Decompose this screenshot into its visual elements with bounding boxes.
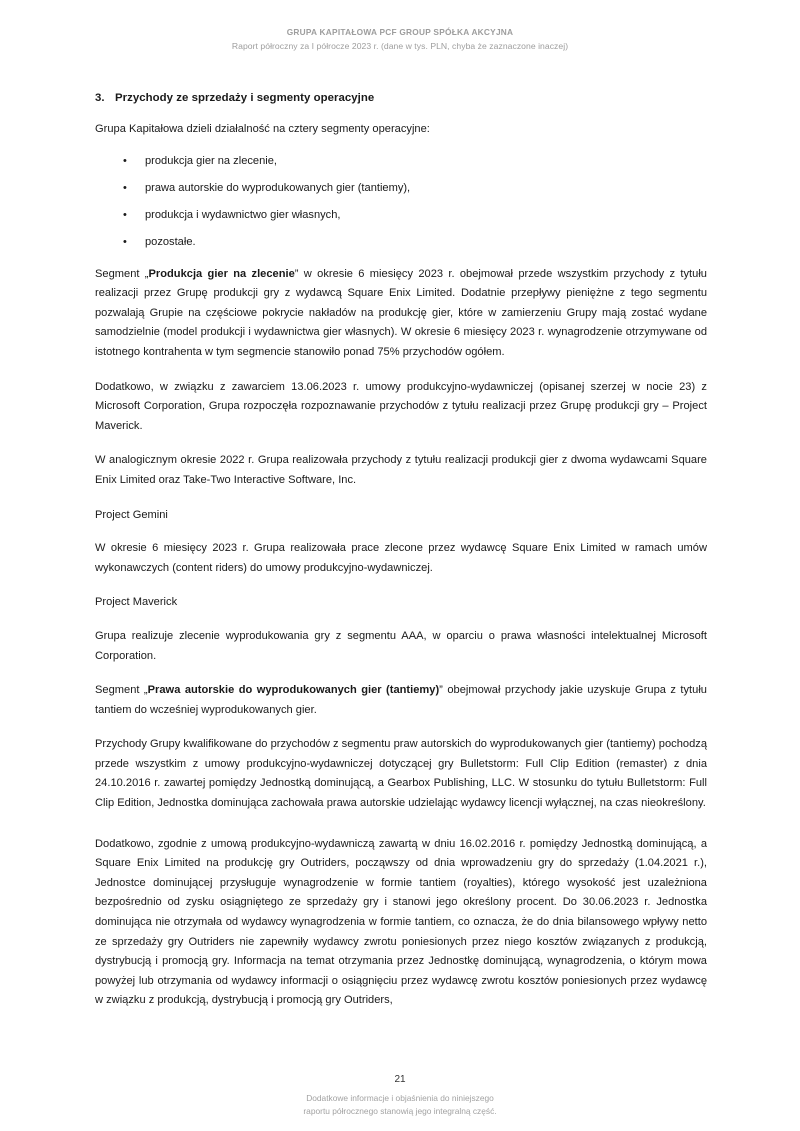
segment-zlecenie-name: Produkcja gier na zlecenie: [148, 267, 295, 280]
list-item-label: prawa autorskie do wyprodukowanych gier (tantiemy),: [145, 181, 411, 194]
segment-zlecenie-paragraph: [95, 265, 707, 363]
list-item-label: produkcja i wydawnictwo gier własnych,: [145, 208, 341, 221]
bullet-icon: •: [123, 181, 127, 194]
bullet-icon: •: [123, 235, 127, 248]
segment-tantiemy-name: Prawa autorskie do wyprodukowanych gier (tantiemy): [147, 684, 440, 697]
project-gemini-paragraph: W okresie 6 miesięcy 2023 r. Grupa realizowała prace zlecone przez wydawcę Square Enix Limited w ramach umów wykonawczych (content riders) do umowy produkcyjno-wydawniczej.: [95, 542, 707, 574]
section-number: 3.: [95, 92, 105, 104]
intro-paragraph: Grupa Kapitałowa dzieli działalność na cztery segmenty operacyjne:: [95, 123, 430, 135]
segment-tantiemy-paragraph: [95, 681, 707, 720]
microsoft-agreement-paragraph: Dodatkowo, w związku z zawarciem 13.06.2023 r. umowy produkcyjno-wydawniczej (opisanej szerzej w nocie 23) z Microsoft Corporation, Grupa rozpoczęła rozpoznawanie przychodów z tytułu realizacji przez Grupę produkcji gry – Project Maverick.: [95, 380, 707, 432]
list-item: [95, 152, 707, 171]
outriders-paragraph: Dodatkowo, zgodnie z umową produkcyjno-wydawniczą zawartą w dniu 16.02.2016 r. pomiędzy Jednostką dominującą, a Square Enix Limited na produkcję gry Outriders, począwszy od dnia wprowadzeniu gry do sprzedaży (1.04.2021 r.), Jednostce dominującej przysługuje wynagrodzenie w formie tantiem (royalties), którego wysokość jest uzależniona bezpośrednio od zysku osiągniętego ze sprzedaży gry i stanowi jego określony procent. Do 30.06.2023 r. Jednostka dominująca nie otrzymała od wydawcy wynagrodzenia w formie tantiem, co oznacza, że do dnia bilansowego wpływy netto ze sprzedaży gry Outriders nie zapewniły wydawcy zwrotu poniesionych przez niego kosztów związanych z produkcją, dystrybucją i promocją gry. Informacja na temat otrzymania przez Jednostkę dominującą, wynagrodzenia, o którym mowa powyżej lub otrzymania od wydawcy informacji o osiągnięciu przez wydawcę zwrotu kosztów poniesionych przez wydawcę w związku z produkcją, dystrybucją i promocją gry Outriders,: [95, 837, 707, 1007]
bullet-icon: •: [123, 154, 127, 167]
section-heading: [95, 90, 707, 106]
prior-period-paragraph: W analogicznym okresie 2022 r. Grupa realizowała przychody z tytułu realizacji produkcji gier z dwoma wydawcami Square Enix Limited oraz Take-Two Interactive Software, Inc.: [95, 454, 707, 486]
header-report-subtitle: Raport półroczny za I półrocze 2023 r. (dane w tys. PLN, chyba że zaznaczone inaczej): [231, 41, 569, 51]
list-item: [95, 179, 707, 198]
document-header: [0, 26, 800, 53]
segment-zlecenie-prefix: Segment „: [95, 267, 149, 280]
list-item-label: pozostałe.: [145, 235, 196, 248]
page-number: 21: [394, 1074, 406, 1085]
segments-bullet-list: [95, 152, 707, 252]
footer-note-line-1: Dodatkowe informacje i objaśnienia do niniejszego: [306, 1093, 494, 1103]
segment-tantiemy-prefix: Segment „: [95, 684, 148, 697]
list-item: [95, 206, 707, 225]
document-footer: [0, 1073, 800, 1117]
project-maverick-paragraph: Grupa realizuje zlecenie wyprodukowania gry z segmentu AAA, w oparciu o prawa własności intelektualnej Microsoft Corporation.: [95, 629, 707, 662]
list-item: [95, 233, 707, 252]
document-body: [95, 90, 707, 1026]
section-title: Przychody ze sprzedaży i segmenty operacyjne: [115, 92, 375, 104]
bulletstorm-paragraph: Przychody Grupy kwalifikowane do przychodów z segmentu praw autorskich do wyprodukowanych gier (tantiemy) pochodzą przede wszystkim z umowy produkcyjno-wydawniczej dotyczącej gry Bulletstorm: Full Clip Edition (remaster) z dnia 24.10.2016 r. zawartej pomiędzy Jednostką dominującą, a Gearbox Publishing, LLC. W stosunku do tytułu Bulletstorm: Full Clip Edition, Jednostka dominująca zachowała prawa autorskie udzielając wydawcy licencji wyłącznej, na czas nieokreślony.: [95, 738, 707, 810]
header-company-name: GRUPA KAPITAŁOWA PCF GROUP SPÓŁKA AKCYJNA: [286, 27, 514, 37]
list-item-label: produkcja gier na zlecenie,: [145, 154, 277, 167]
bullet-icon: •: [123, 208, 127, 221]
project-maverick-heading: Project Maverick: [95, 596, 178, 609]
segment-zlecenie-body: ” w okresie 6 miesięcy 2023 r. obejmował przede wszystkim przychody z tytułu realizacji przez Grupę produkcji gry z wydawcą Square Enix Limited. Dodatnie przepływy pieniężne z tego segmentu pozwalają Grupie na częściowe pokrycie nakładów na produkcję gier, które w zamierzeniu Grupy mają zostać wydane samodzielnie (model produkcji i wydawnictwa gier własnych). W okresie 6 miesięcy 2023 r. wynagrodzenie otrzymywane od istotnego kontrahenta w tym segmencie stanowiło ponad 75% przychodów ogółem.: [95, 267, 707, 358]
footer-note-line-2: raportu półrocznego stanowią jego integralną część.: [303, 1105, 497, 1116]
segment-tantiemy-body: ” obejmował przychody jakie uzyskuje Grupa z tytułu tantiem do wcześniej wyprodukowanych gier.: [95, 684, 707, 716]
project-gemini-heading: Project Gemini: [95, 508, 168, 521]
